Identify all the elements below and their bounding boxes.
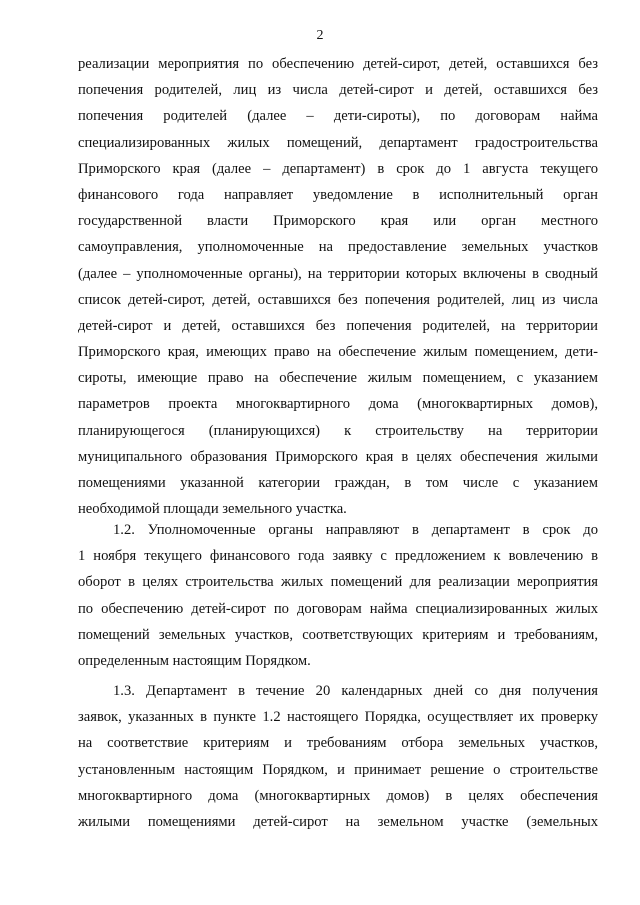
text-line: государственной власти Приморского края или орган местного [78, 213, 598, 230]
text-line: (далее – уполномоченные органы), на территории которых включены в сводный [78, 265, 598, 282]
text-line: список детей-сирот, детей, оставшихся без попечения родителей, лиц из числа [78, 291, 598, 308]
text-line: оборот в целях строительства жилых помещений для реализации мероприятия [78, 574, 598, 591]
text-line: самоуправления, уполномоченные на предоставление земельных участков [78, 239, 598, 256]
text-line: 1 ноября текущего финансового года заявку с предложением к вовлечению в [78, 548, 598, 565]
text-line: помещений земельных участков, соответствующих критериям и требованиям, [78, 626, 598, 643]
text-line: финансового года направляет уведомление в исполнительный орган [78, 186, 598, 203]
text-line: необходимой площади земельного участка. [78, 501, 347, 518]
text-line: муниципального образования Приморского края в целях обеспечения жилыми [78, 448, 598, 465]
text-line: определенным настоящим Порядком. [78, 652, 311, 669]
text-line: по обеспечению детей-сирот по договорам найма специализированных жилых [78, 600, 598, 617]
text-line: реализации мероприятия по обеспечению детей-сирот, детей, оставшихся без [78, 56, 598, 72]
text-line: многоквартирного дома (многоквартирных домов) в целях обеспечения [78, 787, 598, 804]
text-line: установленным настоящим Порядком, и принимает решение о строительстве [78, 761, 598, 778]
text-line: сироты, имеющие право на обеспечение жилым помещением, с указанием [78, 370, 598, 387]
paragraph-continuation [78, 51, 598, 522]
text-line: параметров проекта многоквартирного дома (многоквартирных домов), [78, 396, 598, 413]
text-line: Приморского края (далее – департамент) в срок до 1 августа текущего [78, 160, 598, 177]
paragraph-1-2 [78, 517, 598, 674]
text-line: планирующегося (планирующихся) к строительству на территории [78, 422, 598, 439]
paragraph-1-3 [78, 678, 598, 835]
text-line: Приморского края, имеющих право на обеспечение жилым помещением, дети- [78, 344, 598, 361]
text-line: 1.2. Уполномоченные органы направляют в департамент в срок до [113, 522, 598, 538]
text-line: помещениями указанной категории граждан, в том числе с указанием [78, 475, 598, 491]
text-line: попечения родителей, лиц из числа детей-сирот и детей, оставшихся без [78, 82, 598, 99]
text-line: детей-сирот и детей, оставшихся без попечения родителей, на территории [78, 317, 598, 334]
text-line: попечения родителей (далее – дети-сироты), по договорам найма [78, 108, 598, 125]
text-line: жилыми помещениями детей-сирот на земельном участке (земельных [78, 813, 598, 830]
text-line: 1.3. Департамент в течение 20 календарных дней со дня получения [113, 683, 598, 699]
text-line: на соответствие критериям и требованиям отбора земельных участков, [78, 735, 598, 752]
text-line: заявок, указанных в пункте 1.2 настоящего Порядка, осуществляет их проверку [78, 709, 598, 726]
text-line: специализированных жилых помещений, департамент градостроительства [78, 134, 598, 151]
page-number: 2 [316, 28, 324, 43]
